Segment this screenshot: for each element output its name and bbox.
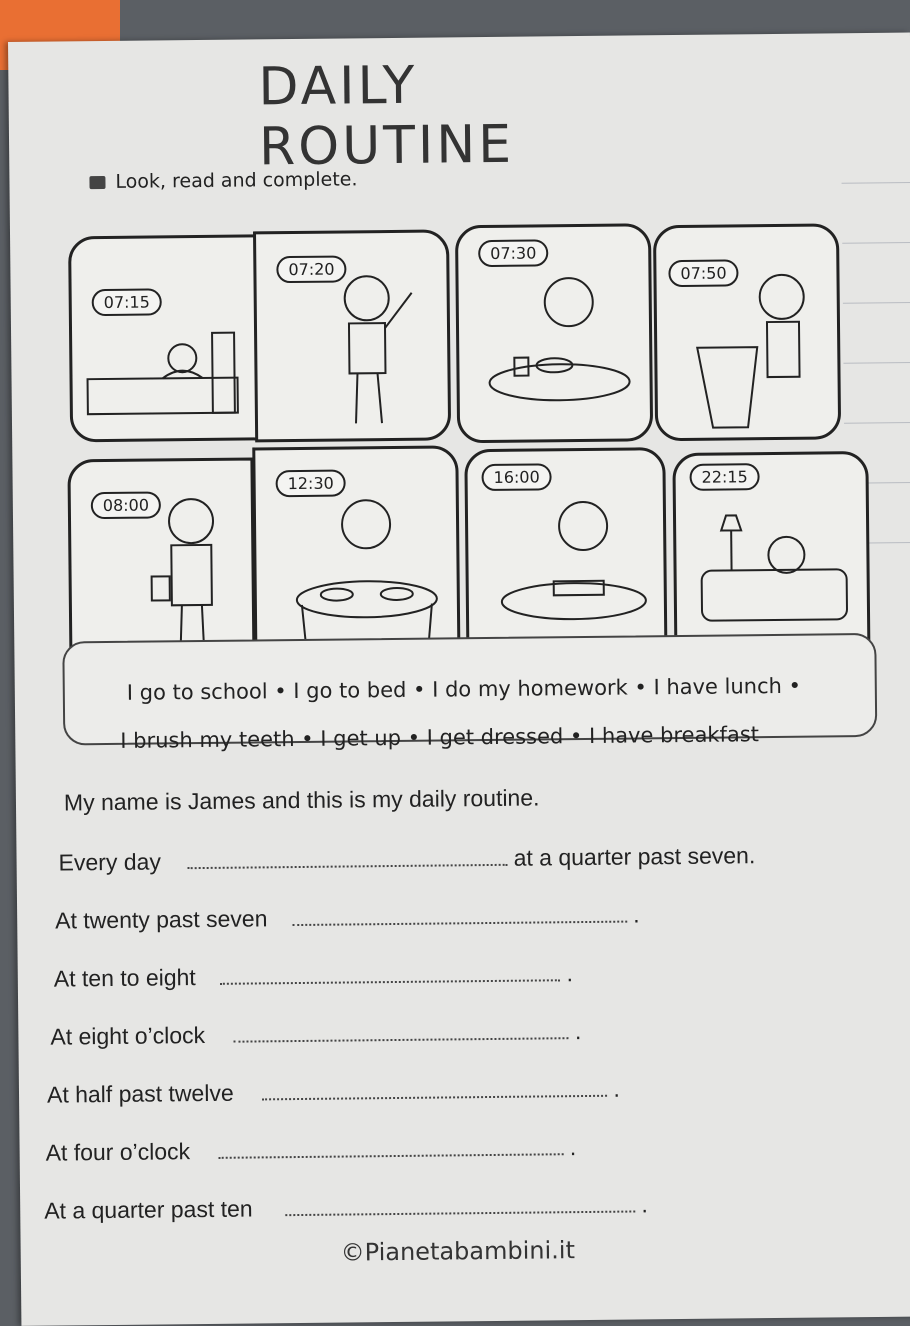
- sentence-start: At half past twelve: [46, 1079, 234, 1108]
- desk-homework-icon: [493, 485, 655, 657]
- breakfast-table-icon: [483, 256, 635, 428]
- panel-0730: [455, 223, 653, 443]
- boy-stretching-icon: [316, 263, 428, 434]
- sentence-start: Every day: [58, 848, 161, 876]
- time-label: 07:30: [478, 239, 548, 267]
- time-label: 07:15: [92, 288, 162, 316]
- time-label: 07:50: [668, 259, 738, 287]
- worksheet-page: [8, 33, 910, 1326]
- panel-0715: [68, 234, 261, 442]
- instruction-text: Look, read and complete.: [115, 168, 358, 193]
- page-title: DAILY ROUTINE: [258, 55, 515, 178]
- bullet-square-icon: [89, 175, 105, 188]
- sentence-start: At eight o’clock: [50, 1021, 206, 1050]
- panel-0720: [253, 229, 451, 442]
- instruction: [89, 168, 357, 193]
- sentence-end: .: [574, 1018, 582, 1045]
- panel-0750: [653, 223, 841, 441]
- sentence-3: [54, 960, 573, 992]
- sleeping-boy-icon: [691, 509, 857, 651]
- answer-blank[interactable]: [233, 1023, 568, 1043]
- word-bank: [62, 633, 877, 753]
- sentence-1: [58, 842, 755, 876]
- sentence-end: .: [641, 1191, 648, 1218]
- answer-blank[interactable]: [285, 1196, 635, 1216]
- word-bank-line-2: I brush my teeth • I get up • I get dressed • I have breakfast: [120, 722, 760, 753]
- sentence-start: At ten to eight: [53, 964, 196, 992]
- sentence-end: .: [613, 1075, 620, 1102]
- time-label: 12:30: [275, 469, 345, 497]
- time-label: 22:15: [689, 463, 759, 491]
- intro-text: My name is James and this is my daily routine.: [63, 784, 540, 816]
- copyright-credit: ©Pianetabambini.it: [340, 1236, 576, 1267]
- sentence-7: [44, 1191, 648, 1224]
- answer-blank[interactable]: [262, 1081, 607, 1101]
- sentence-6: [45, 1134, 576, 1167]
- answer-blank[interactable]: [218, 1139, 563, 1159]
- answer-blank[interactable]: [187, 850, 507, 869]
- time-label: 08:00: [91, 491, 161, 519]
- sentence-start: At four o’clock: [45, 1138, 191, 1166]
- sentence-end: .: [566, 960, 574, 987]
- sentence-end: .: [633, 901, 640, 928]
- schoolboy-icon: [141, 481, 243, 667]
- sentence-start: At twenty past seven: [55, 905, 268, 934]
- bed-icon: [82, 323, 248, 435]
- sentence-end: .: [569, 1134, 577, 1161]
- time-label: 16:00: [481, 463, 551, 491]
- sentence-2: [55, 901, 640, 934]
- sentence-5: [47, 1076, 620, 1109]
- word-bank-line-1: I go to school • I go to bed • I do my homework • I have lunch •: [126, 673, 802, 705]
- sentence-4: [50, 1018, 581, 1051]
- time-label: 07:20: [276, 255, 346, 283]
- sentence-end: at a quarter past seven.: [513, 842, 756, 871]
- sentence-start: At a quarter past ten: [44, 1195, 253, 1224]
- answer-blank[interactable]: [292, 907, 627, 927]
- sink-icon: [686, 266, 828, 432]
- answer-blank[interactable]: [220, 965, 560, 985]
